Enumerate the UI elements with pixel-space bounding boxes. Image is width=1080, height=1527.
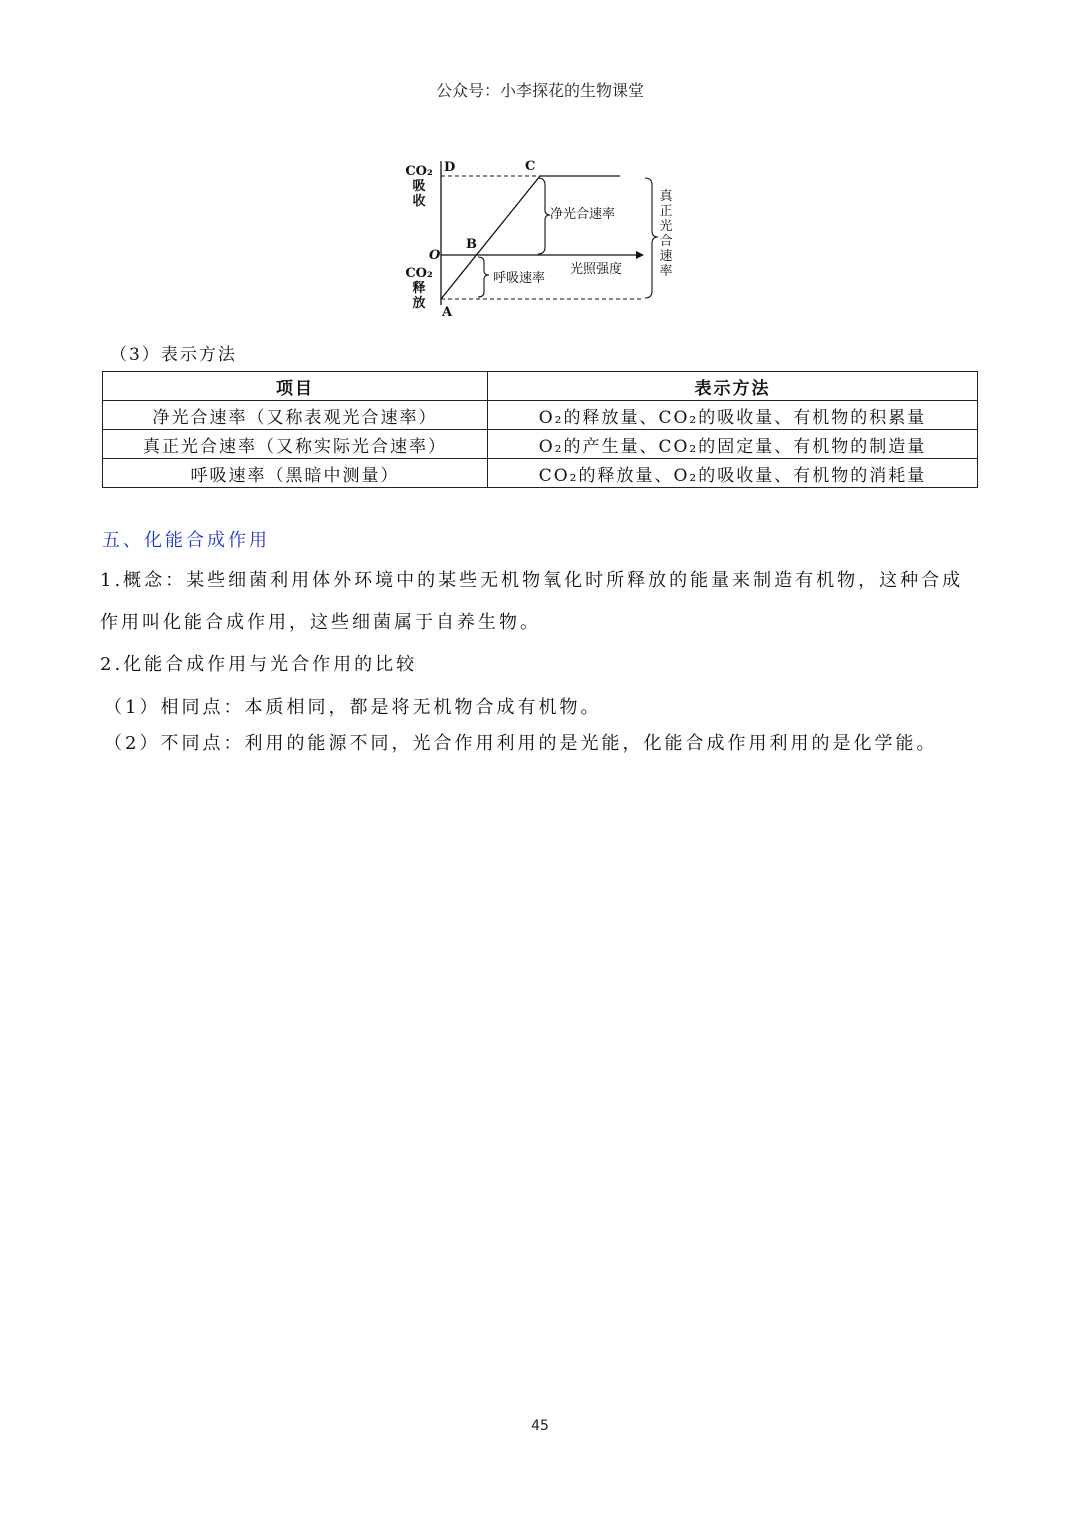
point-b-label: B bbox=[466, 237, 477, 252]
table-cell-item: 呼吸速率（黑暗中测量） bbox=[103, 459, 488, 488]
y-bottom-char-1: 释 bbox=[412, 281, 426, 296]
y-bottom-co2: CO₂ bbox=[405, 266, 433, 281]
y-top-char-1: 吸 bbox=[412, 179, 426, 194]
point-c-label: C bbox=[525, 159, 536, 174]
y-top-char-2: 收 bbox=[412, 194, 426, 209]
table-cell-method: CO₂的释放量、O₂的吸收量、有机物的消耗量 bbox=[488, 459, 978, 488]
y-bottom-label bbox=[403, 266, 435, 311]
point-d-label: D bbox=[444, 160, 456, 175]
y-bottom-char-2: 放 bbox=[412, 296, 426, 311]
section-5-heading: 五、化能合成作用 bbox=[102, 530, 270, 551]
resp-rate-brace bbox=[478, 257, 489, 297]
concept-line-2: 作用叫化能合成作用，这些细菌属于自养生物。 bbox=[100, 612, 541, 633]
methods-table bbox=[102, 371, 978, 488]
x-axis-arrow bbox=[636, 251, 644, 259]
net-rate-label: 净光合速率 bbox=[550, 207, 616, 222]
net-rate-brace bbox=[538, 178, 550, 254]
true-rate-label bbox=[658, 189, 674, 279]
true-rate-char-3: 合 bbox=[659, 234, 673, 249]
y-top-co2: CO₂ bbox=[405, 164, 433, 179]
table-cell-item: 真正光合速率（又称实际光合速率） bbox=[103, 430, 488, 459]
difference-point: （2）不同点：利用的能源不同，光合作用利用的是光能，化能合成作用利用的是化学能。 bbox=[104, 733, 938, 754]
resp-rate-label: 呼吸速率 bbox=[493, 271, 546, 286]
table-header-row bbox=[103, 372, 978, 401]
diagram-lines bbox=[400, 155, 690, 325]
table-cell-item: 净光合速率（又称表观光合速率） bbox=[103, 401, 488, 430]
concept-line-1: 1.概念：某些细菌利用体外环境中的某些无机物氧化时所释放的能量来制造有机物，这种合成 bbox=[100, 570, 964, 591]
table-row bbox=[103, 430, 978, 459]
table-cell-method: O₂的产生量、CO₂的固定量、有机物的制造量 bbox=[488, 430, 978, 459]
true-rate-brace bbox=[645, 178, 658, 298]
y-top-label bbox=[403, 164, 435, 209]
page-number: 45 bbox=[531, 1418, 549, 1434]
point-o-label: O bbox=[429, 248, 441, 263]
point-a-label: A bbox=[442, 305, 453, 320]
page-header: 公众号：小李探花的生物课堂 bbox=[435, 81, 644, 100]
true-rate-char-4: 速 bbox=[659, 249, 673, 264]
x-axis-label: 光照强度 bbox=[570, 262, 623, 277]
table-header-method: 表示方法 bbox=[488, 372, 978, 401]
true-rate-char-1: 正 bbox=[659, 204, 673, 219]
true-rate-char-0: 真 bbox=[659, 189, 673, 204]
table-row bbox=[103, 459, 978, 488]
photosynthesis-diagram bbox=[400, 155, 690, 325]
table-cell-method: O₂的释放量、CO₂的吸收量、有机物的积累量 bbox=[488, 401, 978, 430]
section-3-title: （3）表示方法 bbox=[110, 345, 237, 365]
true-rate-char-2: 光 bbox=[659, 219, 673, 234]
table-row bbox=[103, 401, 978, 430]
true-rate-char-5: 率 bbox=[659, 264, 673, 279]
compare-title: 2.化能合成作用与光合作用的比较 bbox=[100, 654, 418, 675]
similarity-point: （1）相同点：本质相同，都是将无机物合成有机物。 bbox=[104, 697, 602, 718]
table-header-item: 项目 bbox=[103, 372, 488, 401]
